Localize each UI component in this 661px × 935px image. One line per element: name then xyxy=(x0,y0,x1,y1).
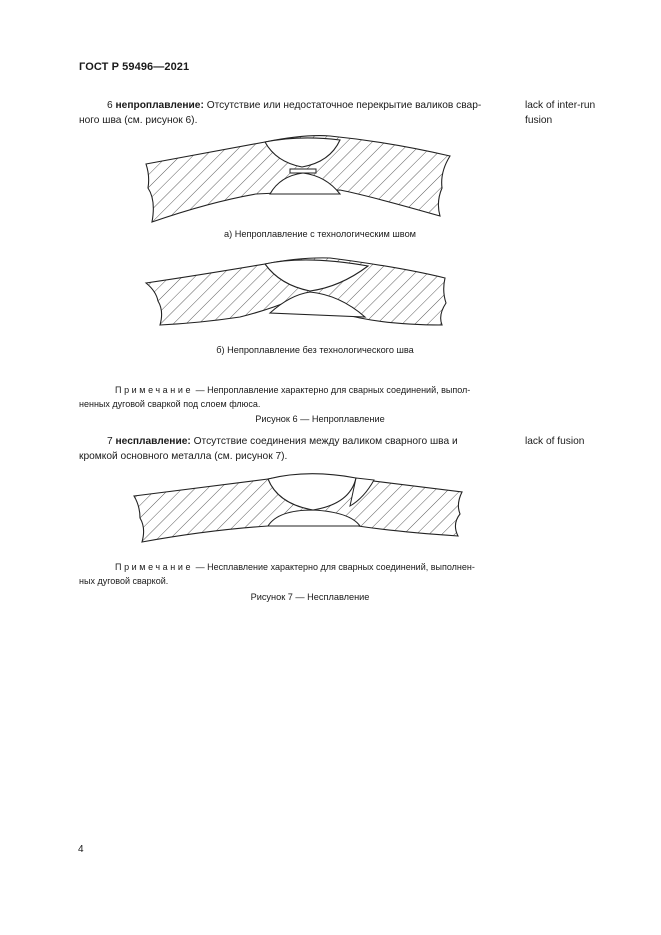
note-text-line2: ненных дуговой сваркой под слоем флюса. xyxy=(79,399,261,409)
note-label: Примечание xyxy=(115,385,194,395)
figure-7-drawing xyxy=(128,466,468,546)
term-6-number: 6 xyxy=(107,100,113,111)
document-header: ГОСТ Р 59496—2021 xyxy=(79,61,190,73)
page-number: 4 xyxy=(78,844,84,855)
figure-6b-drawing xyxy=(140,255,460,335)
term-7-title: несплавление: xyxy=(115,436,191,447)
figure-7-caption: Рисунок 7 — Несплавление xyxy=(250,592,370,602)
term-7-definition-line2: кромкой основного металла (см. рисунок 7). xyxy=(79,451,288,462)
term-6-definition-line1: Отсутствие или недостаточное перекрытие валиков свар- xyxy=(206,100,482,111)
term-6-entry xyxy=(79,98,516,128)
term-6-title: непроплавление: xyxy=(115,100,204,111)
figure-6-note xyxy=(79,383,519,411)
term-6-english: lack of inter-run fusion xyxy=(525,100,596,126)
note-text-line1: — Несплавление характерно для сварных соединений, выполнен- xyxy=(193,562,475,572)
term-7-english: lack of fusion xyxy=(525,436,585,447)
term-7-definition-line1: Отсутствие соединения между валиком сварного шва и xyxy=(193,436,458,447)
term-6-definition-line2: ного шва (см. рисунок 6). xyxy=(79,115,198,126)
figure-6a-subcaption: а) Непроплавление с технологическим швом xyxy=(224,229,416,239)
term-7-number: 7 xyxy=(107,436,113,447)
figure-6-caption: Рисунок 6 — Непроплавление xyxy=(255,414,385,424)
note-label: Примечание xyxy=(115,562,194,572)
term-7-entry xyxy=(79,434,516,464)
figure-6a-drawing xyxy=(140,132,460,227)
figure-7-note xyxy=(79,560,519,588)
note-text-line1: — Непроплавление характерно для сварных соединений, выпол- xyxy=(193,385,471,395)
note-text-line2: ных дуговой сваркой. xyxy=(79,576,169,586)
figure-6b-subcaption: б) Непроплавление без технологического шва xyxy=(216,345,414,355)
unfused-gap xyxy=(290,169,316,173)
